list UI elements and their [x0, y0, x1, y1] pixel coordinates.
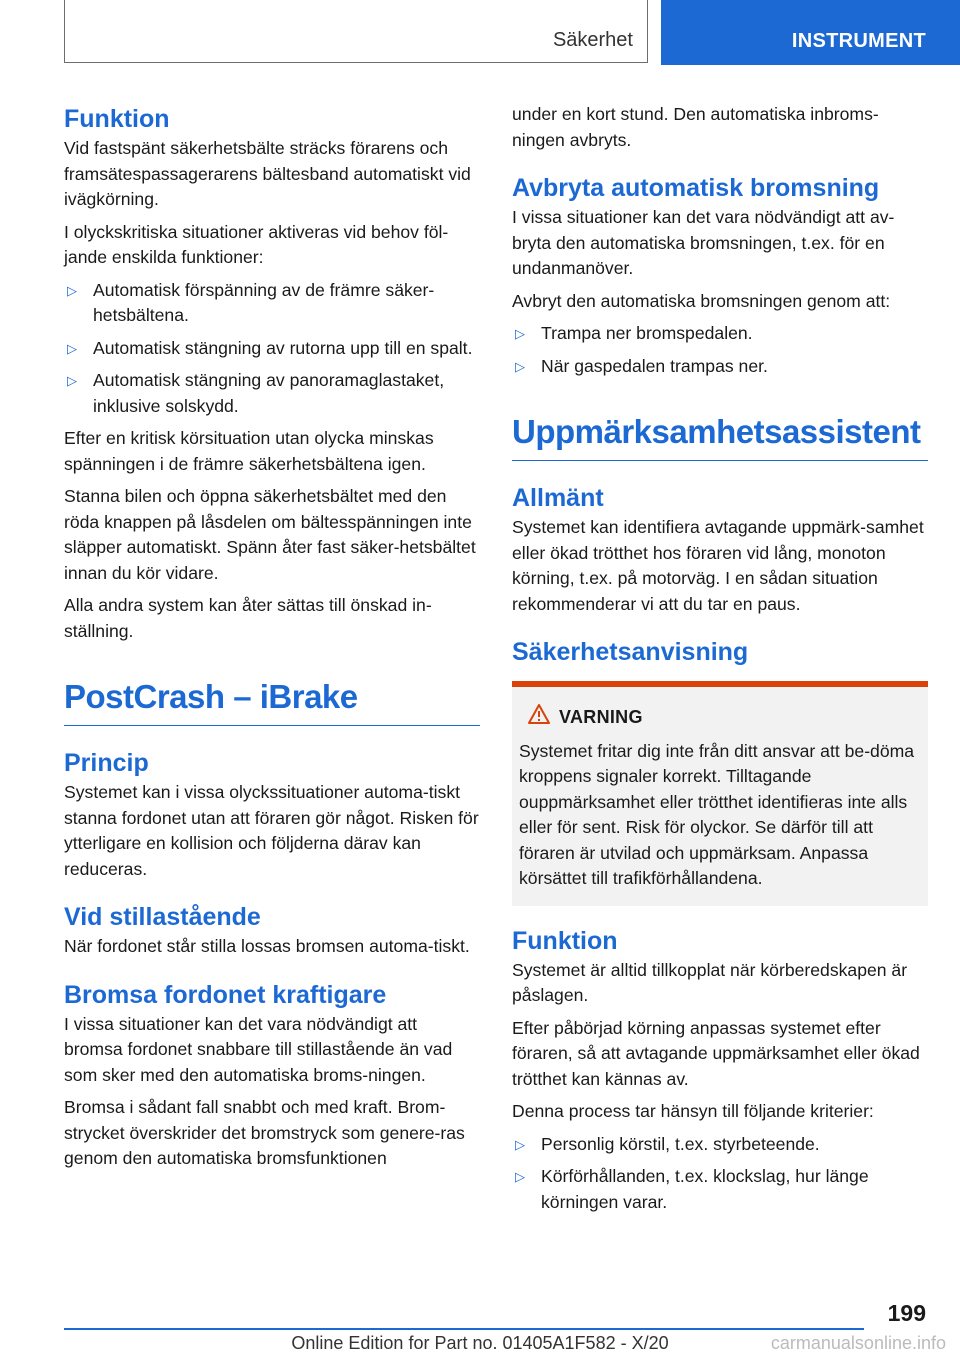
heading-sakerhetsanvisning: Säkerhetsanvisning — [512, 638, 749, 666]
heading-avbryta-bromsning: Avbryta automatisk bromsning — [512, 174, 880, 202]
list-item: ▷ När gaspedalen trampas ner. — [512, 354, 928, 380]
paragraph: Systemet kan i vissa olyckssituationer automa-tiskt stanna fordonet utan att föraren gör något. Risken för ytterligare en kollision och följderna därav kan reduceras. — [64, 782, 479, 879]
warning-triangle-icon — [527, 703, 551, 733]
triangle-bullet-icon: ▷ — [67, 373, 77, 388]
heading-bromsa-kraftigare: Bromsa fordonet kraftigare — [64, 980, 387, 1009]
warning-title: VARNING — [559, 707, 643, 727]
heading-princip: Princip — [64, 749, 149, 777]
left-column — [64, 102, 480, 1179]
heading-vid-stillastaende: Vid stillastående — [64, 903, 261, 931]
header-chapter-tab[interactable]: INSTRUMENT — [661, 0, 960, 65]
list-item: ▷ Personlig körstil, t.ex. styrbeteende. — [512, 1132, 928, 1158]
paragraph: Systemet är alltid tillkopplat när körberedskapen är påslagen. — [512, 959, 908, 1005]
list-item: ▷ Automatisk stängning av rutorna upp till en spalt. — [64, 336, 480, 362]
paragraph: Efter påbörjad körning anpassas systemet efter föraren, så att avtagande uppmärksamhet eller ökad trötthet kan kännas av. — [512, 1017, 920, 1089]
bullet-list — [512, 321, 928, 379]
list-item: ▷ Automatisk förspänning av de främre säker-hetsbältena. — [67, 279, 435, 325]
paragraph: I olyckskritiska situationer aktiveras vid behov föl-jande enskilda funktioner: — [64, 221, 449, 267]
footer-divider — [64, 1328, 864, 1330]
triangle-bullet-icon: ▷ — [515, 358, 525, 374]
paragraph: I vissa situationer kan det vara nödvändigt att av-bryta den automatiska bromsningen, t.ex. för en undanmanöver. — [512, 207, 895, 278]
paragraph: Avbryt den automatiska bromsningen genom att: — [512, 290, 891, 311]
paragraph: Systemet kan identifiera avtagande uppmärk-samhet eller ökad trötthet hos föraren vid lång, monoton körning, t.ex. på motorväg. I en sådan situation rekommenderar vi att du tar en paus. — [512, 517, 924, 614]
paragraph: Alla andra system kan åter sättas till önskad in-ställning. — [64, 595, 432, 641]
list-item: ▷ Trampa ner bromspedalen. — [512, 321, 928, 347]
warning-box — [512, 681, 928, 906]
triangle-bullet-icon: ▷ — [515, 326, 525, 341]
triangle-bullet-icon: ▷ — [67, 340, 77, 356]
paragraph: Stanna bilen och öppna säkerhetsbältet med den röda knappen på låsdelen om bältesspänningen inte släpper automatiskt. Spänn åter fast säker-hetsbältet innan du kör vidare. — [64, 486, 476, 583]
paragraph: Vid fastspänt säkerhetsbälte sträcks förarens och framsätespassagerarens bältesband automatiskt vid ivägkörning. — [64, 138, 471, 209]
header-section-title: Säkerhet — [552, 29, 633, 51]
paragraph: under en kort stund. Den automatiska inbroms-ningen avbryts. — [512, 104, 879, 150]
heading-uppmarksamhetsassistent: Uppmärksamhetsassistent — [512, 409, 928, 461]
list-item: ▷ Körförhållanden, t.ex. klockslag, hur länge körningen varar. — [515, 1166, 869, 1212]
watermark: carmanualsonline.info — [770, 1333, 946, 1353]
bullet-list — [64, 278, 480, 420]
page-number: 199 — [887, 1300, 926, 1326]
footer-edition: Online Edition for Part no. 01405A1F582 - X/20 — [291, 1333, 669, 1353]
paragraph: Efter en kritisk körsituation utan olycka minskas spänningen i de främre säkerhetsbältena igen. — [64, 428, 434, 474]
paragraph: Denna process tar hänsyn till följande kriterier: — [512, 1101, 874, 1121]
list-item: ▷ Automatisk stängning av panoramaglastaket, inklusive solskydd. — [67, 370, 445, 416]
right-column — [512, 102, 928, 1222]
paragraph: Bromsa i sådant fall snabbt och med kraft. Brom-strycket överskrider det bromstryck som genere-ras genom den automatiska bromsfunktionen — [64, 1097, 465, 1168]
triangle-bullet-icon: ▷ — [515, 1136, 525, 1152]
paragraph: När fordonet står stilla lossas bromsen automa-tiskt. — [64, 936, 470, 956]
heading-postcrash: PostCrash – iBrake — [64, 674, 480, 726]
triangle-bullet-icon: ▷ — [67, 282, 77, 298]
paragraph: I vissa situationer kan det vara nödvändigt att bromsa fordonet snabbare till stillastående än vad som sker med den automatiska broms-ningen. — [64, 1013, 453, 1085]
header-section-box — [64, 0, 648, 63]
warning-text: Systemet fritar dig inte från ditt ansvar att be-döma kroppens signaler korrekt. Tilltagande ouppmärksamhet eller trötthet identifieras inte alls eller för sent. Risk för olyckor. Se därför till att föraren är utvilad och uppmärksam. Anpassa körsättet till trafikförhållandena. — [519, 740, 915, 888]
heading-funktion: Funktion — [64, 105, 170, 133]
bullet-list — [512, 1132, 928, 1216]
triangle-bullet-icon: ▷ — [515, 1169, 525, 1184]
heading-funktion-2: Funktion — [512, 926, 618, 955]
heading-allmant: Allmänt — [512, 484, 604, 512]
